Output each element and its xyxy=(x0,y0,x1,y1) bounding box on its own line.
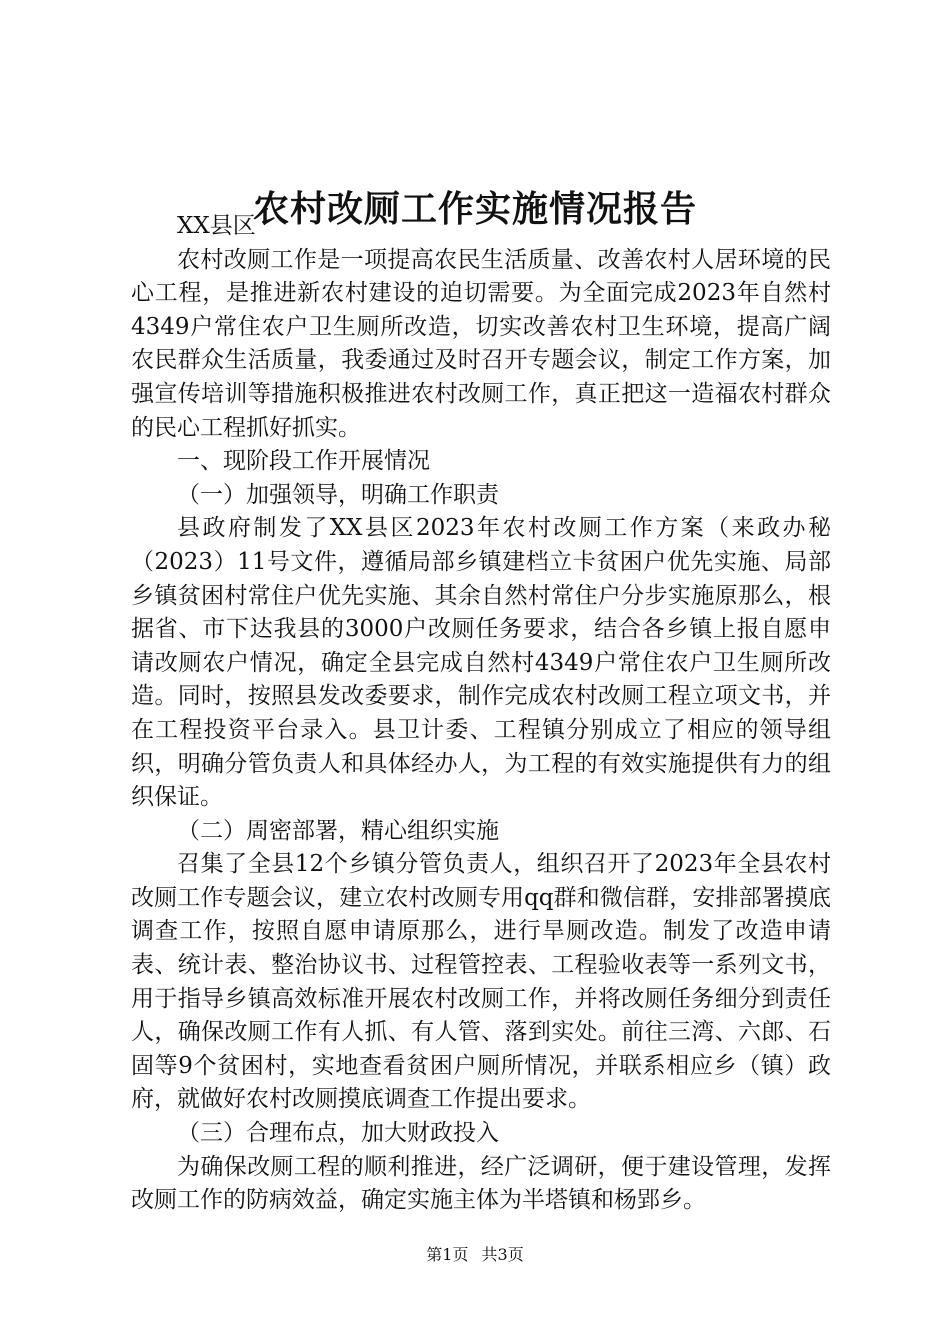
subsection-heading-1: （一）加强领导，明确工作职责 xyxy=(177,481,499,508)
subsection-heading-2: （二）周密部署，精心组织实施 xyxy=(177,817,499,844)
document-title: 农村改厕工作实施情况报告 xyxy=(252,188,697,230)
page-total: 共3页 xyxy=(481,1245,524,1264)
author-line: XX县区 xyxy=(177,213,256,239)
subsection-heading-3: （三）合理布点，加大财政投入 xyxy=(177,1120,499,1147)
paragraph-section-1: 县政府制发了XX县区2023年农村改厕工作方案（来政办秘（2023）11号文件，遵循局部乡镇建档立卡贫困户优先实施、局部乡镇贫困村常住户优先实施、其余自然村常住户分步实施原那么，根据省、市下达我县的3000户改厕任务要求，结合各乡镇上报自愿申请改厕农户情况，确定全县完成自然村4349户常住农户卫生厕所改造。同时，按照县发改委要求，制作完成农村改厕工程立项文书，并在工程投资平台录入。县卫计委、工程镇分别成立了相应的领导组织，明确分管负责人和具体经办人，为工程的有效实施提供有力的组织保证。 xyxy=(131,515,831,811)
paragraph-intro: 农村改厕工作是一项提高农民生活质量、改善农村人居环境的民心工程，是推进新农村建设的迫切需要。为全面完成2023年自然村4349户常住农户卫生厕所改造，切实改善农村卫生环境，提高广阔农民群众生活质量，我委通过及时召开专题会议，制定工作方案，加强宣传培训等措施积极推进农村改厕工作，真正把这一造福农村群众的民心工程抓好抓实。 xyxy=(131,246,831,441)
paragraph-section-3: 为确保改厕工程的顺利推进，经广泛调研，便于建设管理，发挥改厕工作的防病效益，确定实施主体为半塔镇和杨郢乡。 xyxy=(131,1153,831,1214)
paragraph-section-2: 召集了全县12个乡镇分管负责人，组织召开了2023年全县农村改厕工作专题会议，建立农村改厕专用qq群和微信群，安排部署摸底调查工作，按照自愿申请原那么，进行旱厕改造。制发了改造申请表、统计表、整治协议书、过程管控表、工程验收表等一系列文书，用于指导乡镇高效标准开展农村改厕工作，并将改厕任务细分到责任人，确保改厕工作有人抓、有人管、落到实处。前往三湾、六郎、石固等9个贫困村，实地查看贫困户厕所情况，并联系相应乡（镇）政府，就做好农村改厕摸底调查工作提出要求。 xyxy=(131,851,831,1113)
page-number: 第1页 xyxy=(426,1245,469,1264)
document-body xyxy=(131,210,831,1218)
page-footer xyxy=(0,1244,950,1266)
section-heading-1: 一、现阶段工作开展情况 xyxy=(177,448,430,475)
